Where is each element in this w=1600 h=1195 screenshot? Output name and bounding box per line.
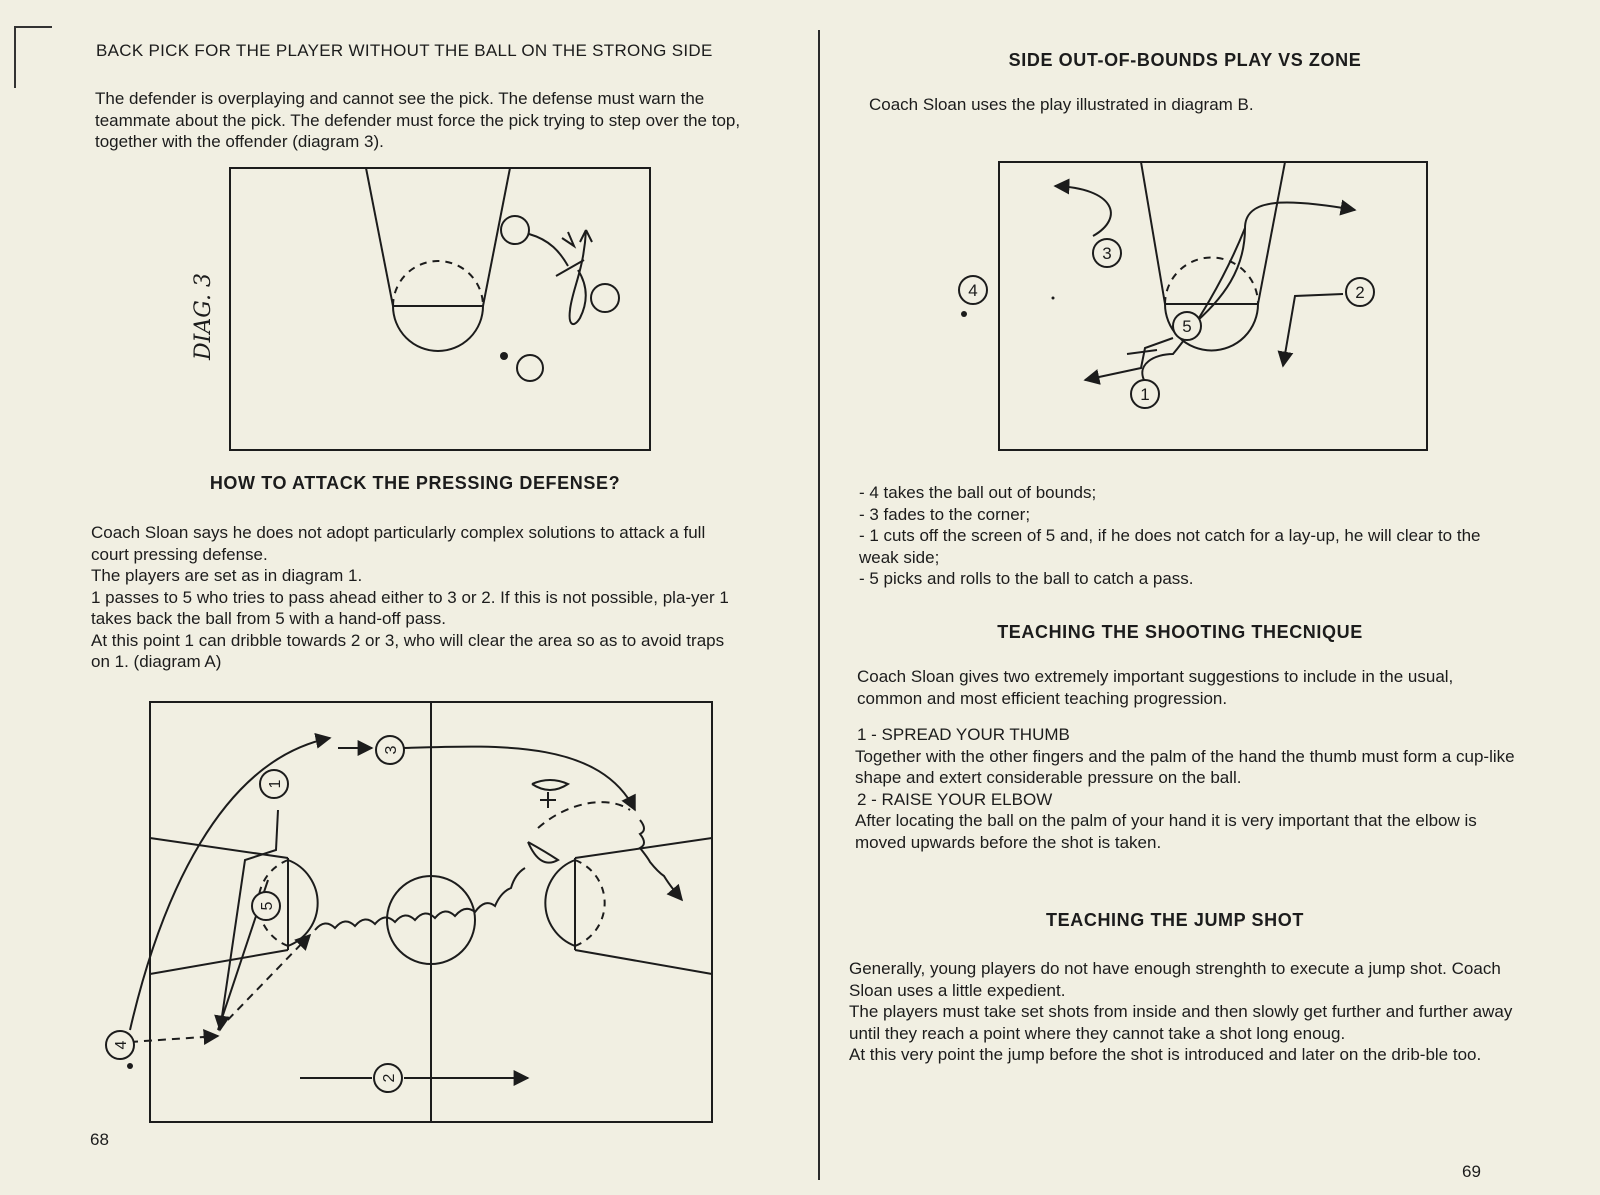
jump-shot-body [849, 958, 1519, 1066]
diagram-b [945, 158, 1445, 458]
diagram-3-label: DIAG. 3 [191, 273, 216, 360]
player-4-label: 4 [968, 281, 978, 300]
jump-shot-paragraph: Generally, young players do not have enough strenghth to execute a jump shot. Coach Sloan uses a little expedient. [849, 959, 1501, 1000]
page-number-right: 69 [1462, 1162, 1481, 1181]
pressing-paragraph: 1 passes to 5 who tries to pass ahead either to 3 or 2. If this is not possible, pla-yer 1 takes back the ball from 5 with a hand-off pass. [91, 587, 729, 628]
player-2-label: 2 [1355, 283, 1365, 302]
jump-shot-paragraph: The players must take set shots from inside and then slowly get further and further away until they reach a point where they cannot take a shot long enoug. [849, 1002, 1513, 1043]
pressing-heading: HOW TO ATTACK THE PRESSING DEFENSE? [209, 473, 621, 493]
shooting-heading: TEACHING THE SHOOTING THECNIQUE [997, 622, 1363, 642]
tip-title: 2 - RAISE YOUR ELBOW [857, 789, 1053, 809]
tip-body: Together with the other fingers and the palm of the hand the thumb must form a cup-like shape and extert considerable pressure on the ball. [855, 746, 1515, 787]
side-oob-intro: Coach Sloan uses the play illustrated in diagram B. [869, 95, 1254, 114]
player-1-label: 1 [1140, 385, 1150, 404]
play-step: - 1 cuts off the screen of 5 and, if he does not catch for a lay-up, he will clear to the weak side; [859, 526, 1481, 567]
player-1-label: 1 [267, 779, 284, 789]
player-4-label: 4 [113, 1040, 130, 1050]
player-3-label: 3 [383, 745, 400, 755]
shooting-tips [855, 724, 1520, 853]
right-page [815, 0, 1600, 1195]
back-pick-title: BACK PICK FOR THE PLAYER WITHOUT THE BALL ON THE STRONG SIDE [96, 41, 713, 60]
jump-shot-heading: TEACHING THE JUMP SHOT [1046, 910, 1304, 930]
diagram-a [100, 700, 740, 1140]
play-steps [859, 482, 1519, 590]
player-2-label: 2 [381, 1073, 398, 1083]
jump-shot-paragraph: At this very point the jump before the shot is introduced and later on the drib-ble too. [849, 1045, 1482, 1064]
play-step: - 5 picks and rolls to the ball to catch a pass. [859, 569, 1194, 588]
pressing-paragraph: Coach Sloan says he does not adopt particularly complex solutions to attack a full court pressing defense. [91, 523, 706, 564]
shooting-intro: Coach Sloan gives two extremely important suggestions to include in the usual, common and most efficient teaching progression. [857, 667, 1454, 708]
pressing-paragraph: At this point 1 can dribble towards 2 or 3, who will clear the area so as to avoid traps on 1. (diagram A) [91, 630, 725, 671]
diagram-3 [190, 160, 660, 460]
pressing-paragraph: The players are set as in diagram 1. [91, 566, 363, 585]
pressing-body [91, 522, 746, 673]
back-pick-body: The defender is overplaying and cannot see the pick. The defense must warn the teammate about the pick. The defender must force the pick trying to step over the top, together with the offender (diagram 3). [95, 89, 741, 151]
player-3-label: 3 [1102, 244, 1112, 263]
player-5-label: 5 [259, 901, 276, 911]
player-5-label: 5 [1182, 317, 1192, 336]
page-number-left: 68 [90, 1130, 109, 1149]
tip-body: After locating the ball on the palm of your hand it is very important that the elbow is moved upwards before the shot is taken. [855, 811, 1477, 852]
tip-title: 1 - SPREAD YOUR THUMB [857, 725, 1070, 744]
play-step: - 3 fades to the corner; [859, 504, 1031, 524]
side-oob-heading: SIDE OUT-OF-BOUNDS PLAY VS ZONE [1008, 50, 1362, 70]
play-step: - 4 takes the ball out of bounds; [859, 483, 1097, 502]
